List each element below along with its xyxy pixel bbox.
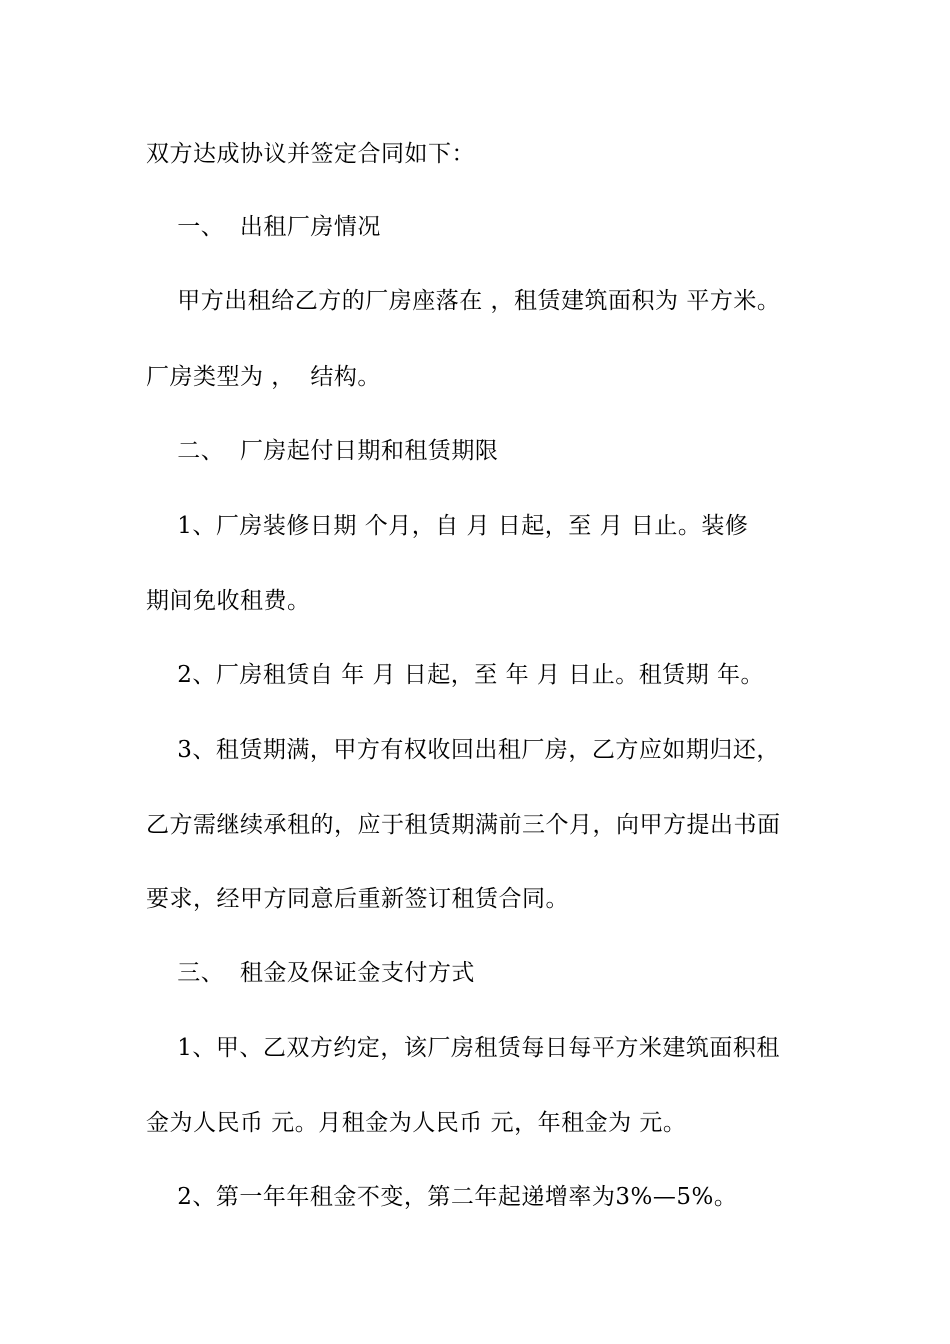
text-line-renovation-period: 1、厂房装修日期 个月，自 月 日起，至 月 日止。装修 [146,513,749,539]
text-line-rent-agreement: 1、甲、乙双方约定，该厂房租赁每日每平方米建筑面积租 [146,1035,780,1061]
text-line-lease-expiry: 3、租赁期满，甲方有权收回出租厂房，乙方应如期归还， [146,737,780,763]
text-line-rent-free: 期间免收租费。 [146,588,311,614]
text-line-renewal-notice: 乙方需继续承租的，应于租赁期满前三个月，向甲方提出书面 [146,812,781,838]
section-heading-2: 二、 厂房起付日期和租赁期限 [146,438,499,464]
text-line-location-area: 甲方出租给乙方的厂房座落在 ，租赁建筑面积为 平方米。 [146,288,781,314]
text-line-agreement-intro: 双方达成协议并签定合同如下： [146,141,475,167]
text-line-lease-term: 2、厂房租赁自 年 月 日起，至 年 月 日止。租赁期 年。 [146,662,765,688]
text-line-rent-amounts: 金为人民币 元。月租金为人民币 元，年租金为 元。 [146,1110,687,1136]
text-line-rent-increase: 2、第一年年租金不变，第二年起递增率为3%—5%。 [146,1184,738,1210]
section-heading-1: 一、 出租厂房情况 [146,214,381,240]
section-heading-3: 三、 租金及保证金支付方式 [146,960,475,986]
text-line-renewal-contract: 要求，经甲方同意后重新签订租赁合同。 [146,886,569,912]
text-line-structure: 厂房类型为 ， 结构。 [146,364,381,390]
